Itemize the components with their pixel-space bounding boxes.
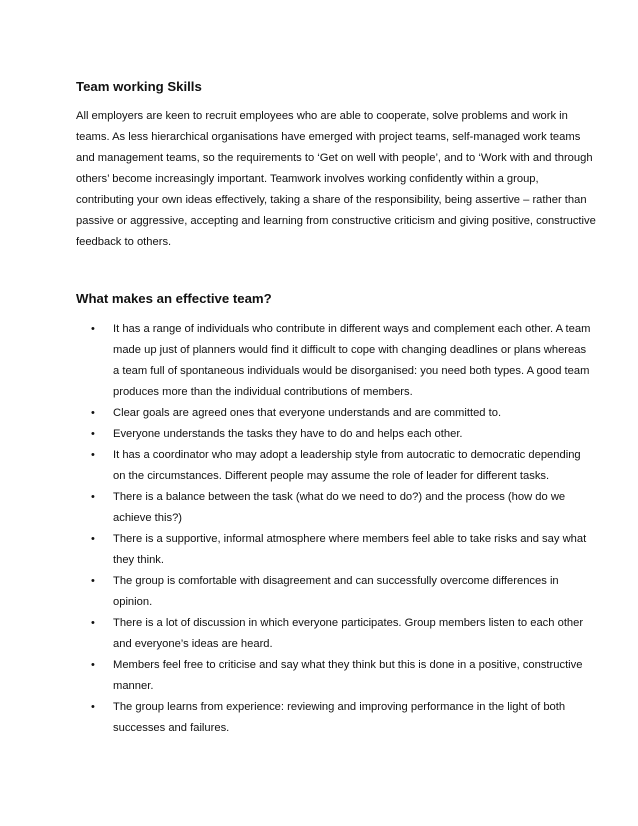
- bullet-item: [0, 655, 638, 697]
- bullet-item: [0, 403, 638, 424]
- bullet-item-line: Members feel free to criticise and say what they think but this is done in a positive, constructive: [113, 659, 583, 671]
- paragraph-line: teams. As less hierarchical organisations have emerged with project teams, self-managed work teams: [76, 131, 581, 143]
- bullet-glyph: •: [91, 449, 95, 461]
- paragraph-line: feedback to others.: [76, 236, 172, 248]
- bullet-glyph: •: [91, 659, 95, 671]
- bullet-item-line: Clear goals are agreed ones that everyone understands and are committed to.: [113, 407, 502, 419]
- bullet-item-line: There is a supportive, informal atmosphere where members feel able to take risks and say what: [113, 533, 587, 545]
- bullet-item-line: The group is comfortable with disagreement and can successfully overcome differences in: [113, 575, 559, 587]
- bullet-item: [0, 571, 638, 613]
- bullet-item-line: and everyone’s ideas are heard.: [113, 638, 273, 650]
- bullet-item-line: a team full of spontaneous individuals would be disorganised: you need both types. A good team: [113, 365, 590, 377]
- bullet-item: [0, 319, 638, 403]
- bullet-item-line: There is a lot of discussion in which everyone participates. Group members listen to each other: [113, 617, 584, 629]
- bullet-item-line: made up just of planners would find it difficult to cope with changing deadlines or plans whereas: [113, 344, 587, 356]
- bullet-glyph: •: [91, 701, 95, 713]
- bullet-item-line: on the circumstances. Different people may assume the role of leader for different tasks.: [113, 470, 550, 482]
- bullet-item-line: It has a coordinator who may adopt a leadership style from autocratic to democratic depending: [113, 449, 581, 461]
- bullet-glyph: •: [91, 491, 95, 503]
- bullet-glyph: •: [91, 533, 95, 545]
- bullet-glyph: •: [91, 575, 95, 587]
- bullet-item-line: The group learns from experience: reviewing and improving performance in the light of both: [113, 701, 566, 713]
- bullet-item-line: opinion.: [113, 596, 153, 608]
- paragraph-line: others’ become increasingly important. Teamwork involves working confidently within a group,: [76, 173, 539, 185]
- bullet-item: [0, 613, 638, 655]
- bullet-item-line: It has a range of individuals who contribute in different ways and complement each other. A team: [113, 323, 591, 335]
- paragraph-line: and management teams, so the requirements to ‘Get on well with people’, and to ‘Work with and through: [76, 152, 593, 164]
- bullet-item-line: There is a balance between the task (what do we need to do?) and the process (how do we: [113, 491, 566, 503]
- heading-team-working-skills: Team working Skills: [76, 79, 202, 94]
- bullet-item: [0, 697, 638, 739]
- bullet-glyph: •: [91, 617, 95, 629]
- heading-effective-team: What makes an effective team?: [76, 291, 272, 306]
- effective-team-bullet-list: [0, 319, 638, 739]
- bullet-item-line: Everyone understands the tasks they have to do and helps each other.: [113, 428, 463, 440]
- bullet-glyph: •: [91, 407, 95, 419]
- paragraph-line: contributing your own ideas effectively, taking a share of the responsibility, being assertive – rather than: [76, 194, 587, 206]
- bullet-item-line: they think.: [113, 554, 164, 566]
- bullet-item-line: manner.: [113, 680, 154, 692]
- intro-paragraph: [76, 106, 596, 253]
- paragraph-line: passive or aggressive, accepting and learning from constructive criticism and giving positive, constructive: [76, 215, 596, 227]
- bullet-item: [0, 529, 638, 571]
- bullet-item: [0, 445, 638, 487]
- bullet-glyph: •: [91, 428, 95, 440]
- bullet-glyph: •: [91, 323, 95, 335]
- bullet-item: [0, 424, 638, 445]
- bullet-item-line: achieve this?): [113, 512, 183, 524]
- bullet-item: [0, 487, 638, 529]
- paragraph-line: All employers are keen to recruit employees who are able to cooperate, solve problems and work in: [76, 110, 568, 122]
- bullet-item-line: successes and failures.: [113, 722, 230, 734]
- bullet-item-line: produces more than the individual contributions of members.: [113, 386, 413, 398]
